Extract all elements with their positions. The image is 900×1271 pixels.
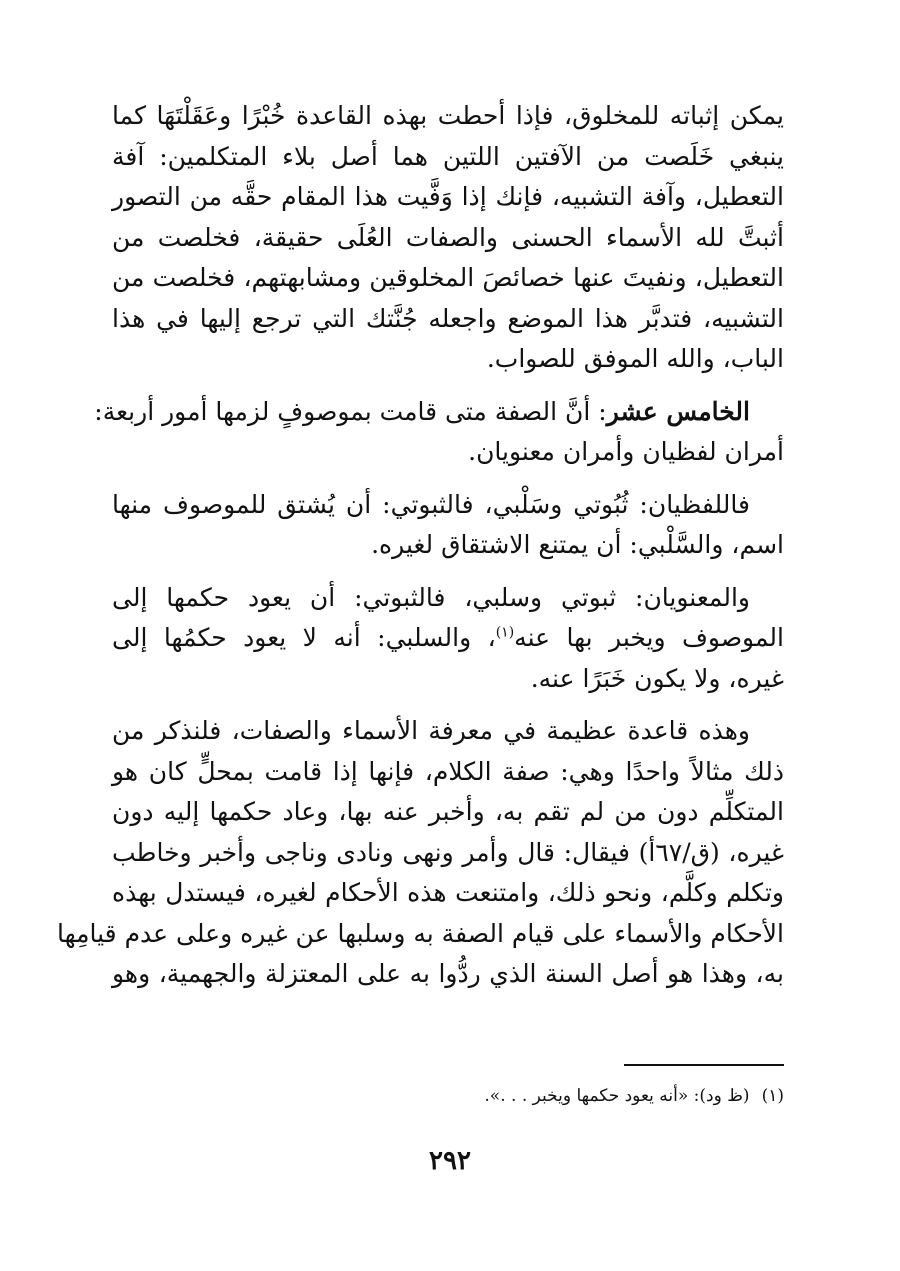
text-line: غيره، (ق/٦٧أ) فيقال: قال وأمر ونهى ونادى وناجى وأخبر وخاطب [112, 837, 784, 867]
page-number: ٢٩٢ [429, 1146, 471, 1176]
text-line: أمران لفظيان وأمران معنويان. [468, 437, 784, 466]
text-line: ينبغي خَلَصت من الآفتين اللتين هما أصل بلاء المتكلمين: آفة [112, 141, 784, 171]
text-line: يمكن إثباته للمخلوق، فإذا أحطت بهذه القاعدة خُبْرًا وعَقَلْتَهَا كما [112, 101, 784, 130]
text-line: اسم، والسَّلْبي: أن يمتنع الاشتقاق لغيره. [371, 530, 784, 559]
main-text [56, 96, 784, 995]
page-body [56, 96, 784, 1007]
text-segment: الموصوف ويخبر بها عنه [514, 623, 784, 652]
text-line: فاللفظيان: ثُبُوتي وسَلْبي، فالثبوتي: أن يُشتق للموصوف منها [112, 489, 750, 519]
paragraph-4 [112, 578, 784, 700]
text-line: التعطيل، ونفيتَ عنها خصائصَ المخلوقين ومشابهتهم، فخلصت من [112, 263, 784, 292]
paragraph-1 [112, 96, 784, 380]
text-line: الباب، والله الموفق للصواب. [486, 344, 784, 373]
text-line: به، وهذا هو أصل السنة الذي ردُّوا به على المعتزلة والجهمية، وهو [112, 959, 784, 988]
footnote-number: (١) [761, 1086, 784, 1106]
text-line: والمعنويان: ثبوتي وسلبي، فالثبوتي: أن يعود حكمها إلى [112, 582, 750, 612]
footnote-ref[interactable]: (١) [495, 624, 515, 641]
text-line [112, 618, 784, 659]
text-line [94, 392, 784, 433]
text-line: التشبيه، فتدبَّر هذا الموضع واجعله جُنَّتك التي ترجع إليها في هذا [112, 303, 784, 333]
footnote-text: (ظ ود): «أنه يعود حكمها ويخبر . . .». [484, 1086, 750, 1106]
bold-lead: الخامس عشر [606, 396, 750, 426]
text-line: ذلك مثالاً واحدًا وهي: صفة الكلام، فإنها إذا قامت بمحلٍّ كان هو [112, 756, 784, 786]
text-segment: : أنَّ الصفة متى قامت بموصوفٍ لزمها أمور أربعة: [94, 396, 607, 426]
text-segment: ، والسلبي: أنه لا يعود حكمُها إلى [112, 623, 496, 652]
paragraph-5 [56, 711, 784, 995]
text-line: التعطيل، وآفة التشبيه، فإنك إذا وَفَّيت هذا المقام حقَّه من التصور [112, 182, 784, 211]
text-line: غيره، ولا يكون خَبَرًا عنه. [530, 663, 784, 693]
text-line: وهذه قاعدة عظيمة في معرفة الأسماء والصفات، فلنذكر من [112, 716, 750, 745]
footnote-divider [624, 1064, 784, 1066]
text-line: الأحكام والأسماء على قيام الصفة به وسلبها عن غيره وعلى عدم قيامِها [56, 918, 784, 948]
text-line: وتكلم وكلَّم، ونحو ذلك، وامتنعت هذه الأحكام لغيره، فيستدل بهذه [112, 878, 784, 907]
footnote [116, 1082, 784, 1110]
paragraph-2 [94, 392, 784, 473]
paragraph-3 [112, 485, 784, 566]
text-line: المتكلِّم دون من لم تقم به، وأخبر عنه بها، وعاد حكمها إليه دون [112, 797, 784, 826]
text-line: أثبتَّ لله الأسماء الحسنى والصفات العُلَى حقيقة، فخلصت من [112, 222, 784, 252]
